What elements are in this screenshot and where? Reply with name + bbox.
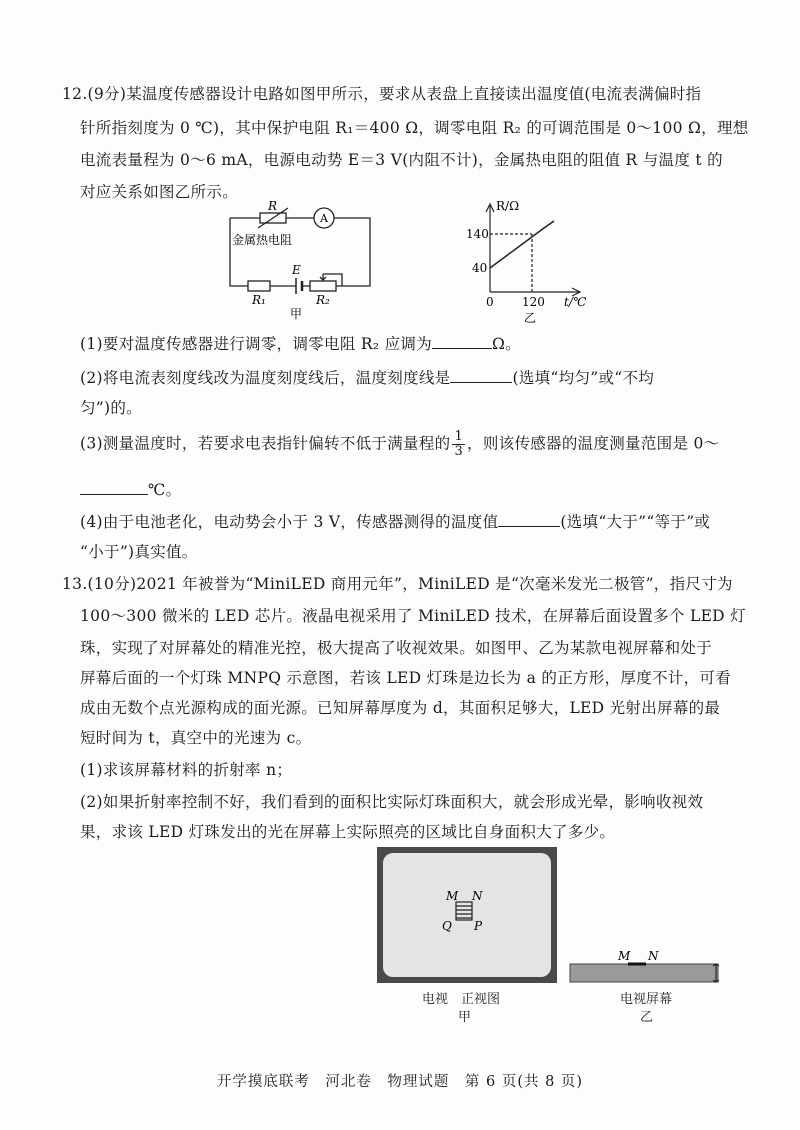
resistor-r2 bbox=[310, 281, 336, 291]
q13-line-2: 100～300 微米的 LED 芯片。液晶电视采用了 MiniLED 技术，在屏幕后面设置多个 LED 灯 bbox=[80, 607, 746, 625]
r2-label: R₂ bbox=[316, 293, 330, 307]
q13-line-3: 珠，实现了对屏幕处的精准光控，极大提高了收视效果。如图甲、乙为某款电视屏幕和处于 bbox=[80, 639, 713, 657]
tv-front-caption: 电视 正视图 bbox=[422, 992, 501, 1007]
r1-label: R₁ bbox=[252, 293, 266, 307]
emf-label: E bbox=[292, 263, 301, 277]
rt-line bbox=[490, 221, 554, 268]
q12-line-4: 对应关系如图乙所示。 bbox=[80, 183, 239, 201]
q13-line-5: 成由无数个点光源构成的面光源。已知屏幕厚度为 d，其面积足够大，LED 光射出屏幕的最 bbox=[80, 699, 721, 717]
q12-part4-options: (选填“大于”“等于”或 bbox=[560, 513, 711, 531]
answer-blank-2[interactable] bbox=[450, 382, 512, 383]
q12-part2-line2: 匀”)的。 bbox=[80, 399, 142, 417]
rt-graph-svg bbox=[462, 198, 602, 326]
q13-tv-front-view bbox=[376, 846, 558, 986]
graph-origin: 0 bbox=[486, 295, 494, 309]
tv-side-caption-yi: 乙 bbox=[640, 1010, 654, 1025]
led-bead-icon bbox=[456, 902, 472, 920]
q12-part3-text-2: ，则该传感器的温度测量范围是 0～ bbox=[467, 434, 720, 453]
answer-blank-4[interactable] bbox=[498, 526, 560, 527]
q13-line-4: 屏幕后面的一个灯珠 MNPQ 示意图，若该 LED 灯珠是边长为 a 的正方形，厚度不计，可看 bbox=[80, 669, 732, 687]
page-footer: 开学摸底联考 河北卷 物理试题 第 6 页(共 8 页) bbox=[216, 1074, 584, 1090]
q12-part3-unit: ℃。 bbox=[148, 481, 182, 499]
q13-line-1: 13.(10分)2021 年被誉为“MiniLED 商用元年”，MiniLED 是“次毫米发光二极管”，指尺寸为 bbox=[62, 575, 733, 593]
q12-line-2: 针所指刻度为 0 ℃)，其中保护电阻 R₁＝400 Ω，调零电阻 R₂ 的可调范围是 0～100 Ω，理想 bbox=[80, 119, 749, 137]
resistor-r1 bbox=[248, 281, 270, 291]
fraction-numerator: 1 bbox=[454, 429, 464, 444]
tv-front-svg bbox=[376, 846, 558, 986]
label-p: P bbox=[474, 919, 483, 933]
answer-blank-1[interactable] bbox=[432, 348, 492, 349]
q12-part3 bbox=[80, 430, 719, 459]
q13-line-6: 短时间为 t，真空中的光速为 c。 bbox=[80, 729, 312, 747]
thermistor-label: R bbox=[268, 200, 278, 213]
tv-front-caption-jia: 甲 bbox=[458, 1010, 472, 1025]
tv-side-caption: 电视屏幕 bbox=[620, 992, 673, 1007]
graph-tick-120: 120 bbox=[522, 295, 545, 309]
q12-part4 bbox=[80, 510, 710, 532]
q12-line-1: 12.(9分)某温度传感器设计电路如图甲所示，要求从表盘上直接读出温度值(电流表满偏时指 bbox=[62, 85, 702, 103]
q12-rt-graph bbox=[462, 198, 602, 326]
side-label-n: N bbox=[648, 949, 659, 963]
fraction-one-third bbox=[452, 430, 465, 459]
q12-part1 bbox=[80, 332, 521, 354]
q12-part4-line2: “小于”)真实值。 bbox=[80, 543, 198, 561]
graph-xlabel: t/℃ bbox=[564, 295, 587, 309]
q13-tv-side-view bbox=[566, 948, 726, 988]
figure-jia-caption: 甲 bbox=[289, 307, 303, 320]
q12-part3-text: (3)测量温度时，若要求电表指针偏转不低于满量程的 bbox=[80, 434, 451, 453]
graph-ylabel: R/Ω bbox=[496, 199, 520, 213]
tv-side-svg bbox=[566, 948, 726, 988]
label-q: Q bbox=[442, 919, 452, 933]
graph-tick-40: 40 bbox=[472, 261, 488, 275]
q12-part4-text: (4)由于电池老化，电动势会小于 3 V，传感器测得的温度值 bbox=[80, 513, 499, 531]
side-label-m: M bbox=[618, 949, 631, 963]
q12-line-3: 电流表量程为 0～6 mA，电源电动势 E＝3 V(内阻不计)，金属热电阻的阻值 R 与温度 t 的 bbox=[80, 151, 723, 169]
screen-layer bbox=[570, 964, 718, 982]
thermistor-caption: 金属热电阻 bbox=[232, 233, 293, 247]
q12-part3-line2 bbox=[80, 478, 181, 500]
graph-tick-140: 140 bbox=[466, 227, 489, 241]
answer-blank-3[interactable] bbox=[80, 494, 148, 495]
q13-part2-line1: (2)如果折射率控制不好，我们看到的面积比实际灯珠面积大，就会形成光晕，影响收视效 bbox=[80, 793, 704, 811]
fraction-denominator: 3 bbox=[454, 444, 464, 459]
q12-part2 bbox=[80, 366, 654, 388]
circuit-diagram bbox=[220, 200, 380, 320]
ammeter-label: A bbox=[320, 212, 328, 225]
label-n: N bbox=[472, 889, 483, 903]
label-m: M bbox=[446, 889, 459, 903]
q12-part1-text: (1)要对温度传感器进行调零，调零电阻 R₂ 应调为 bbox=[80, 335, 432, 353]
q12-part1-unit: Ω。 bbox=[492, 335, 521, 353]
q13-part1: (1)求该屏幕材料的折射率 n； bbox=[80, 761, 293, 779]
q12-part2-text: (2)将电流表刻度线改为温度刻度线后，温度刻度线是 bbox=[80, 369, 451, 387]
q12-circuit-figure bbox=[220, 200, 380, 320]
q13-part2-line2: 果，求该 LED 灯珠发出的光在屏幕上实际照亮的区域比自身面积大了多少。 bbox=[80, 823, 616, 841]
q12-part2-options: (选填“均匀”或“不均 bbox=[512, 369, 655, 387]
figure-yi-caption: 乙 bbox=[523, 311, 537, 325]
